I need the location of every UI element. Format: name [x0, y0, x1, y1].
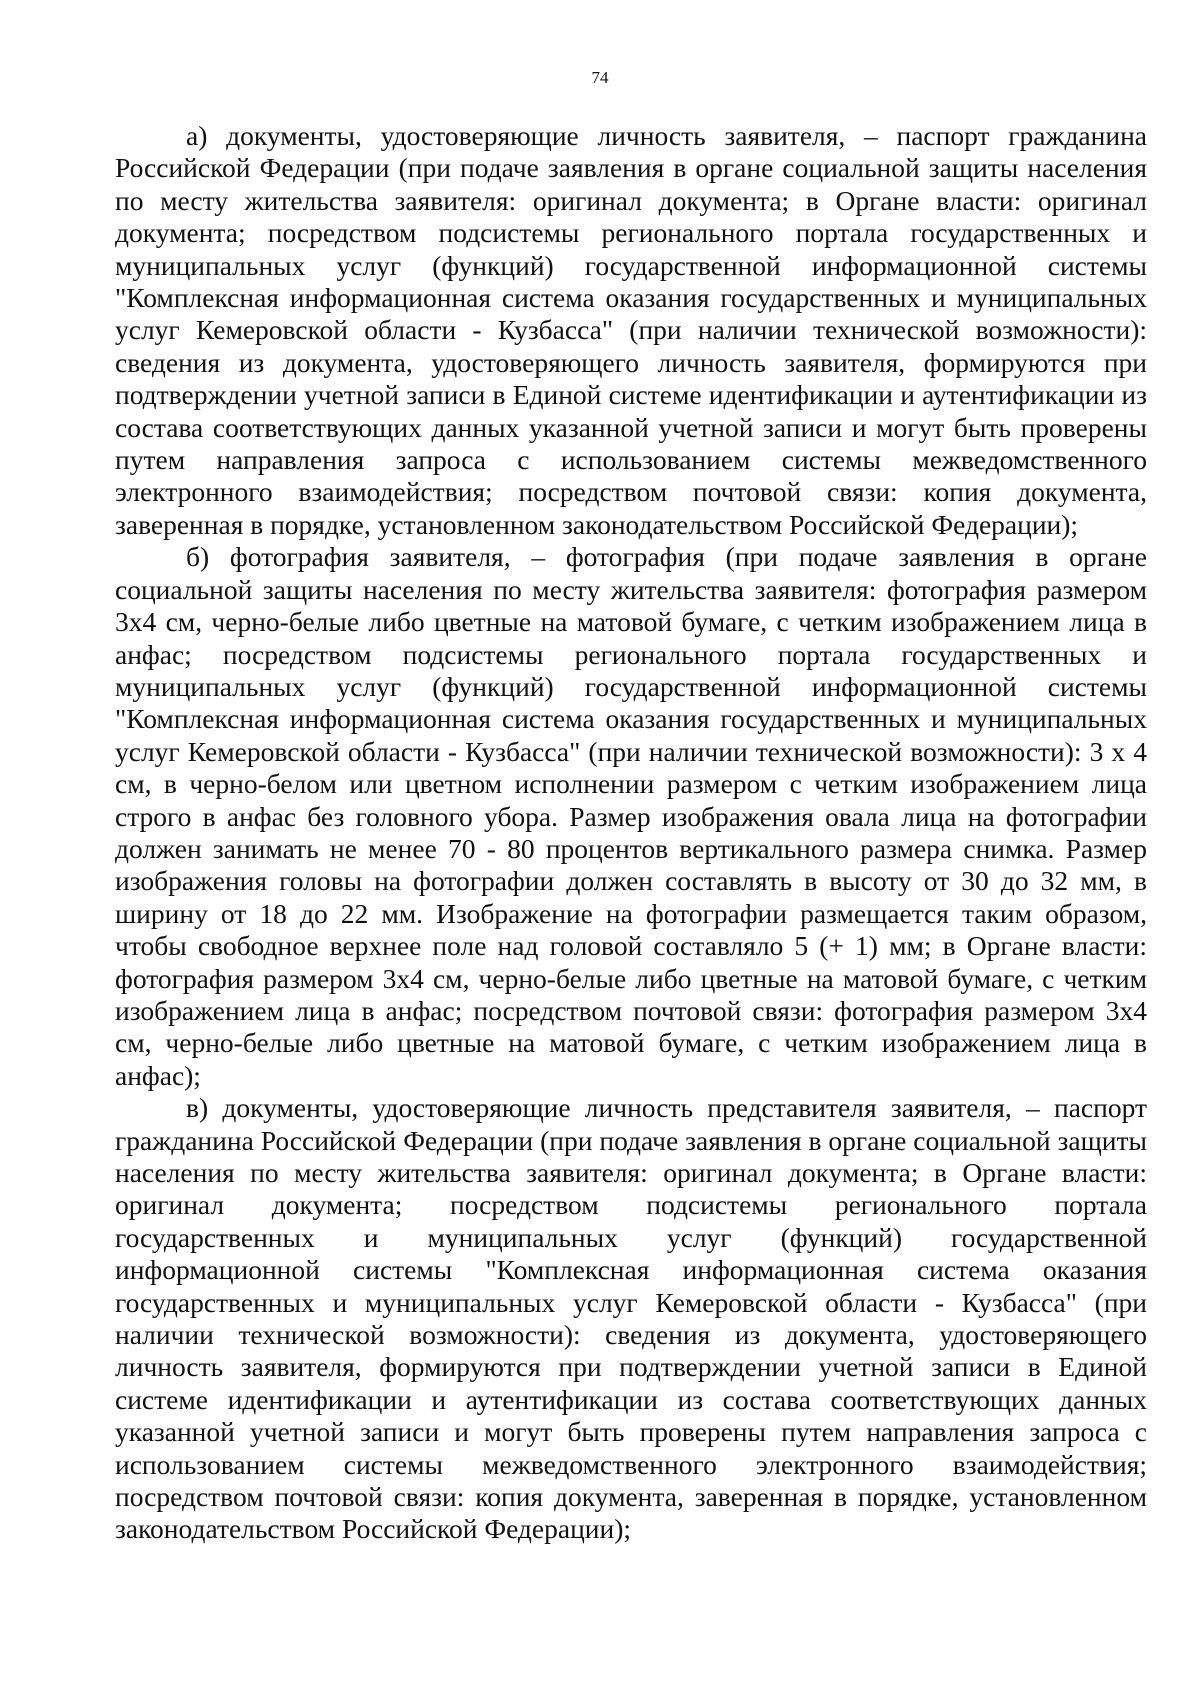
page-number: 74: [591, 68, 609, 87]
document-body: [115, 120, 1147, 1546]
paragraph-a-identity-documents: а) документы, удостоверяющие личность заявителя, – паспорт гражданина Российской Федерации (при подаче заявления в органе социальной защиты населения по месту жительства заявителя: оригинал документа; в Органе власти: оригинал документа; посредством подсистемы регионального портала государственных и муниципальных услуг (функций) государственной информационной системы "Комплексная информационная система оказания государственных и муниципальных услуг Кемеровской области - Кузбасса" (при наличии технической возможности): сведения из документа, удостоверяющего личность заявителя, формируются при подтверждении учетной записи в Единой системе идентификации и аутентификации из состава соответствующих данных указанной учетной записи и могут быть проверены путем направления запроса с использованием системы межведомственного электронного взаимодействия; посредством почтовой связи: копия документа, заверенная в порядке, установленном законодательством Российской Федерации);: [115, 120, 1147, 540]
paragraph-c-representative-documents: в) документы, удостоверяющие личность представителя заявителя, – паспорт гражданина Российской Федерации (при подаче заявления в органе социальной защиты населения по месту жительства заявителя: оригинал документа; в Органе власти: оригинал документа; посредством подсистемы регионального портала государственных и муниципальных услуг (функций) государственной информационной системы "Комплексная информационная система оказания государственных и муниципальных услуг Кемеровской области - Кузбасса" (при наличии технической возможности): сведения из документа, удостоверяющего личность заявителя, формируются при подтверждении учетной записи в Единой системе идентификации и аутентификации из состава соответствующих данных указанной учетной записи и могут быть проверены путем направления запроса с использованием системы межведомственного электронного взаимодействия; посредством почтовой связи: копия документа, заверенная в порядке, установленном законодательством Российской Федерации);: [115, 1092, 1147, 1545]
paragraph-b-applicant-photo: б) фотография заявителя, – фотография (при подаче заявления в органе социальной защиты населения по месту жительства заявителя: фотография размером 3х4 см, черно-белые либо цветные на матовой бумаге, с четким изображением лица в анфас; посредством подсистемы регионального портала государственных и муниципальных услуг (функций) государственной информационной системы "Комплексная информационная система оказания государственных и муниципальных услуг Кемеровской области - Кузбасса" (при наличии технической возможности): 3 х 4 см, в черно-белом или цветном исполнении размером с четким изображением лица строго в анфас без головного убора. Размер изображения овала лица на фотографии должен занимать не менее 70 - 80 процентов вертикального размера снимка. Размер изображения головы на фотографии должен составлять в высоту от 30 до 32 мм, в ширину от 18 до 22 мм. Изображение на фотографии размещается таким образом, чтобы свободное верхнее поле над головой составляло 5 (+ 1) мм; в Органе власти: фотография размером 3х4 см, черно-белые либо цветные на матовой бумаге, с четким изображением лица в анфас; посредством почтовой связи: фотография размером 3х4 см, черно-белые либо цветные на матовой бумаге, с четким изображением лица в анфас);: [115, 541, 1147, 1091]
